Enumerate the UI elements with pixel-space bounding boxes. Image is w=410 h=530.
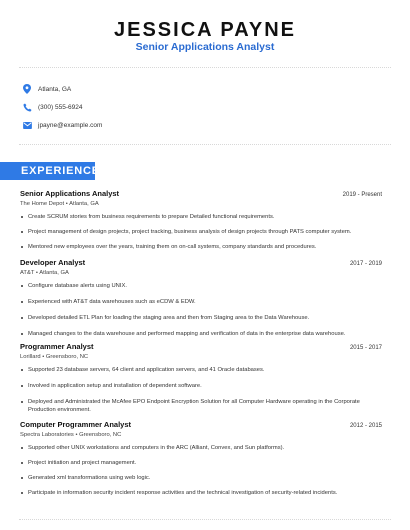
job-entry [20, 189, 382, 207]
contact-email [22, 120, 102, 130]
job-location: Greensboro, NC [45, 354, 89, 360]
job-title: Developer Analyst [20, 258, 86, 267]
list-item: Supported other UNIX workstations and computers in the ARC (Alliant, Convex, and Sun platforms). [20, 444, 370, 452]
job-location: Greensboro, NC [79, 432, 122, 438]
phone-icon [22, 102, 32, 112]
list-item: Managed changes to the data warehouse and performed mapping and verification of data in the enterprise data warehouse. [20, 330, 370, 338]
list-item: Create SCRUM stories from business requirements to prepare Detailed functional requirements. [20, 213, 370, 221]
job-bullets [20, 213, 370, 251]
job-title: Senior Applications Analyst [20, 189, 120, 198]
job-entry [20, 420, 382, 438]
location-pin-icon [22, 84, 32, 94]
job-title: Programmer Analyst [20, 342, 94, 351]
section-title-experience: EXPERIENCE [21, 165, 100, 177]
contact-phone-text: (300) 555-6924 [38, 103, 83, 111]
job-company: Lorillard [20, 354, 41, 360]
contact-phone [22, 102, 82, 112]
job-bullets [20, 444, 370, 497]
list-item: Configure database alerts using UNIX. [20, 282, 370, 290]
list-item: Deployed and Administrated the McAfee EPO Endpoint Encryption Solution for all Computer Hardware operating in the Corporate Production environment. [20, 398, 370, 414]
list-item: Involved in application setup and installation of dependent software. [20, 382, 370, 390]
job-company: The Home Depot [20, 201, 65, 207]
job-entry [20, 342, 382, 360]
job-dates: 2017 - 2019 [349, 261, 382, 267]
divider [19, 519, 391, 520]
job-company: Spectra Laboratories [20, 432, 74, 438]
list-item: Participate in information security incident response activities and the technical investigation of security-related incidents. [20, 489, 370, 497]
job-company-line: AT&T • Atlanta, GA [20, 270, 69, 276]
list-item: Supported 23 database servers, 64 client and application servers, and 41 Oracle databases. [20, 366, 370, 374]
list-item: Developed detailed ETL Plan for loading the staging area and then from Staging area to the Data Warehouse. [20, 314, 370, 322]
envelope-icon [22, 120, 32, 130]
list-item: Project initiation and project management. [20, 459, 370, 467]
job-dates: 2015 - 2017 [349, 345, 382, 351]
contact-location-text: Atlanta, GA [38, 85, 72, 93]
job-dates: 2019 - Present [342, 192, 382, 198]
job-company-line: Spectra Laboratories • Greensboro, NC [20, 432, 122, 438]
job-company: AT&T [20, 270, 35, 276]
job-title: Computer Programmer Analyst [20, 420, 131, 429]
job-location: Atlanta, GA [69, 201, 99, 207]
job-company-line: The Home Depot • Atlanta, GA [20, 201, 99, 207]
contact-email-text: jpayne@example.com [38, 121, 103, 129]
list-item: Generated xml transformations using web logic. [20, 474, 370, 482]
divider [19, 144, 391, 145]
list-item: Mentored new employees over the years, training them on on-call systems, company standards and procedures. [20, 243, 370, 251]
job-bullets [20, 282, 370, 338]
resume-name: JESSICA PAYNE [114, 19, 296, 41]
contact-location [22, 84, 71, 94]
resume-role: Senior Applications Analyst [135, 41, 275, 53]
list-item: Experienced with AT&T data warehouses such as eCDW & EDW. [20, 298, 370, 306]
divider [19, 67, 391, 68]
job-entry [20, 258, 382, 276]
job-dates: 2012 - 2015 [349, 423, 382, 429]
list-item: Project management of design projects, project tracking, business analysis of design projects through PATS computer system. [20, 228, 370, 236]
job-bullets [20, 366, 370, 414]
job-location: Atlanta, GA [39, 270, 69, 276]
job-company-line: Lorillard • Greensboro, NC [20, 354, 89, 360]
